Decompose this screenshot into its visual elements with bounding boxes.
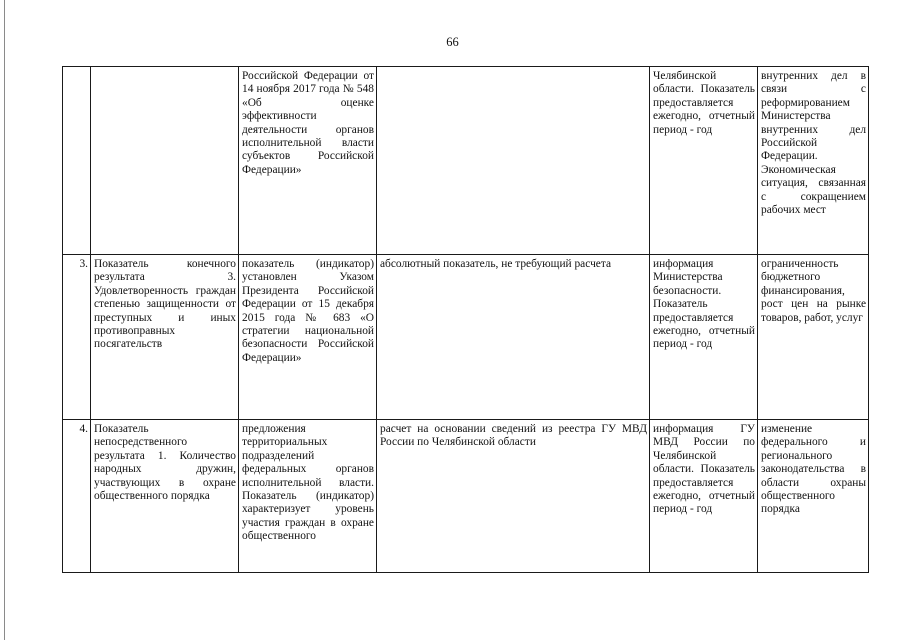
indicator-name-cell [91,420,239,573]
calculation-method-cell [377,420,650,573]
risk-factors-cell [758,420,869,573]
risk-factors-cell [758,67,869,255]
legal-basis-cell [239,420,377,573]
indicator-name-cell [91,255,239,420]
row-number-cell [63,67,91,255]
indicators-table [62,66,869,573]
page-number: 66 [446,35,459,49]
table-row [63,420,869,573]
risk-factors-text: внутренних дел в связи с реформированием Министерства внутренних дел Российской Федерации. Экономическая ситуация, связанная с сокращением рабочих мест [761,70,866,217]
row-number-cell: 4. [63,420,91,573]
data-source-cell [650,67,758,255]
indicator-name-cell [91,67,239,255]
legal-basis-cell [239,67,377,255]
risk-factors-text: изменение федерального и регионального законодательства в области охраны общественного порядка [761,423,866,516]
calculation-method-text: абсолютный показатель, не требующий расчета [380,258,612,270]
risk-factors-text: ограниченность бюджетного финансирования, рост цен на рынке товаров, работ, услуг [761,258,866,324]
calculation-method-cell [377,255,650,420]
calculation-method-text: расчет на основании сведений из реестра ГУ МВД России по Челябинской области [380,423,647,449]
data-source-text: информация ГУ МВД России по Челябинской области. Показатель предоставляется ежегодно, отчетный период - год [653,423,755,516]
data-source-cell [650,420,758,573]
data-source-text: Челябинской области. Показатель предоставляется ежегодно, отчетный период - год [653,70,755,136]
row-number-cell: 3. [63,255,91,420]
scan-edge-line [4,0,5,640]
data-source-text: информация Министерства безопасности. Показатель предоставляется ежегодно, отчетный период - год [653,258,755,351]
table-row [63,67,869,255]
legal-basis-text: предложения территориальных подразделений федеральных органов исполнительной власти. Показатель (индикатор) характеризует уровень участия граждан в охране общественного [242,423,374,543]
table-row [63,255,869,420]
indicator-name-text: Показатель непосредственного результата 1. Количество народных дружин, участвующих в охране общественного порядка [94,423,236,503]
legal-basis-text: Российской Федерации от 14 ноября 2017 года № 548 «Об оценке эффективности деятельности органов исполнительной власти субъектов Российской Федерации» [242,70,374,176]
calculation-method-cell [377,67,650,255]
risk-factors-cell [758,255,869,420]
indicator-name-text: Показатель конечного результата 3. Удовлетворенность граждан степенью защищенности от преступных и иных противоправных посягательств [94,258,236,351]
data-source-cell [650,255,758,420]
legal-basis-text: показатель (индикатор) установлен Указом Президента Российской Федерации от 15 декабря 2015 года № 683 «О стратегии национальной безопасности Российской Федерации» [242,258,374,364]
legal-basis-cell [239,255,377,420]
